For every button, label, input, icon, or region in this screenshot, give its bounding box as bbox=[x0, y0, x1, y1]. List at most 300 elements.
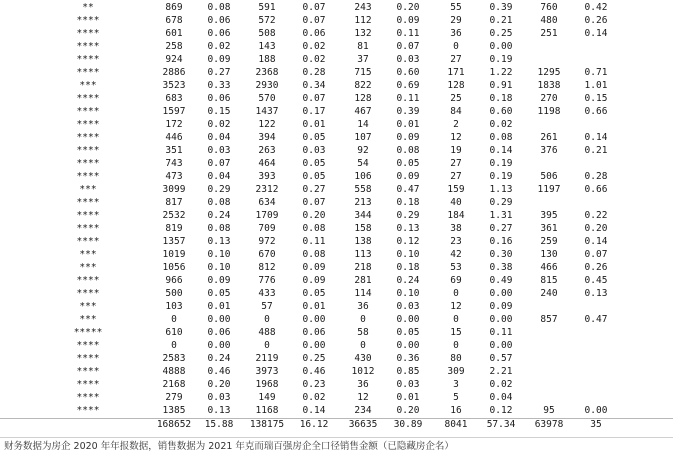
share-cell: 0.00 bbox=[207, 340, 231, 351]
share-cell: 0.10 bbox=[396, 288, 420, 299]
value-cell: 106 bbox=[354, 171, 372, 182]
value-cell: 1012 bbox=[351, 366, 375, 377]
share-cell: 0.26 bbox=[584, 262, 608, 273]
share-cell: 0.28 bbox=[302, 67, 326, 78]
value-cell: 817 bbox=[165, 197, 183, 208]
share-cell: 0.60 bbox=[489, 106, 513, 117]
value-cell: 128 bbox=[354, 93, 372, 104]
value-cell: 433 bbox=[258, 288, 276, 299]
value-cell: 218 bbox=[354, 262, 372, 273]
share-cell: 0.11 bbox=[489, 327, 513, 338]
share-cell: 0.05 bbox=[396, 158, 420, 169]
table-row bbox=[0, 313, 673, 326]
share-cell: 0.29 bbox=[396, 210, 420, 221]
share-cell: 0.00 bbox=[584, 405, 608, 416]
share-cell: 0.20 bbox=[584, 223, 608, 234]
table-row bbox=[0, 66, 673, 79]
value-cell: 558 bbox=[354, 184, 372, 195]
value-cell: 122 bbox=[258, 119, 276, 130]
value-cell: 27 bbox=[450, 171, 462, 182]
value-cell: 84 bbox=[450, 106, 462, 117]
value-cell: 819 bbox=[165, 223, 183, 234]
company-cell: *** bbox=[79, 249, 97, 260]
table-row bbox=[0, 118, 673, 131]
value-cell: 19 bbox=[450, 145, 462, 156]
share-cell: 0.03 bbox=[396, 54, 420, 65]
share-cell: 0.09 bbox=[396, 132, 420, 143]
value-cell: 480 bbox=[540, 15, 558, 26]
value-cell: 69 bbox=[450, 275, 462, 286]
share-cell: 0.19 bbox=[489, 171, 513, 182]
value-cell: 591 bbox=[258, 2, 276, 13]
company-cell: *** bbox=[79, 80, 97, 91]
table-row bbox=[0, 157, 673, 170]
share-cell: 0.42 bbox=[584, 2, 608, 13]
value-cell: 966 bbox=[165, 275, 183, 286]
company-cell: **** bbox=[76, 15, 100, 26]
share-cell: 0.03 bbox=[396, 301, 420, 312]
share-cell: 0.06 bbox=[207, 28, 231, 39]
value-cell: 63978 bbox=[534, 419, 564, 430]
value-cell: 38 bbox=[450, 223, 462, 234]
company-cell: *** bbox=[79, 262, 97, 273]
company-cell: *** bbox=[79, 184, 97, 195]
share-cell: 0.29 bbox=[489, 197, 513, 208]
table-row bbox=[0, 300, 673, 313]
share-cell: 0.06 bbox=[207, 93, 231, 104]
value-cell: 171 bbox=[447, 67, 465, 78]
value-cell: 143 bbox=[258, 41, 276, 52]
share-cell: 0.08 bbox=[396, 145, 420, 156]
table-row bbox=[0, 352, 673, 365]
share-cell: 0.04 bbox=[489, 392, 513, 403]
value-cell: 2119 bbox=[255, 353, 279, 364]
value-cell: 0 bbox=[360, 340, 366, 351]
table-row bbox=[0, 391, 673, 404]
value-cell: 42 bbox=[450, 249, 462, 260]
share-cell: 0.13 bbox=[584, 288, 608, 299]
share-cell: 0.20 bbox=[396, 2, 420, 13]
table-row bbox=[0, 235, 673, 248]
company-cell: **** bbox=[76, 353, 100, 364]
value-cell: 103 bbox=[165, 301, 183, 312]
share-cell: 1.22 bbox=[489, 67, 513, 78]
total-row bbox=[0, 418, 673, 432]
share-cell: 0.11 bbox=[396, 28, 420, 39]
share-cell: 0.26 bbox=[584, 15, 608, 26]
share-cell: 0.11 bbox=[302, 236, 326, 247]
share-cell: 0.16 bbox=[489, 236, 513, 247]
share-cell: 0.00 bbox=[489, 340, 513, 351]
share-cell: 1.01 bbox=[584, 80, 608, 91]
value-cell: 393 bbox=[258, 171, 276, 182]
value-cell: 281 bbox=[354, 275, 372, 286]
value-cell: 14 bbox=[357, 119, 369, 130]
share-cell: 0.11 bbox=[396, 93, 420, 104]
share-cell: 0.09 bbox=[302, 262, 326, 273]
share-cell: 0.05 bbox=[302, 288, 326, 299]
share-cell: 0.23 bbox=[302, 379, 326, 390]
value-cell: 29 bbox=[450, 15, 462, 26]
share-cell: 0.06 bbox=[207, 15, 231, 26]
value-cell: 344 bbox=[354, 210, 372, 221]
value-cell: 2368 bbox=[255, 67, 279, 78]
value-cell: 683 bbox=[165, 93, 183, 104]
value-cell: 243 bbox=[354, 2, 372, 13]
value-cell: 351 bbox=[165, 145, 183, 156]
value-cell: 508 bbox=[258, 28, 276, 39]
share-cell: 15.88 bbox=[204, 419, 234, 430]
company-cell: *** bbox=[79, 314, 97, 325]
company-cell: **** bbox=[76, 210, 100, 221]
share-cell: 0.38 bbox=[489, 262, 513, 273]
table-row bbox=[0, 404, 673, 417]
share-cell: 0.14 bbox=[302, 405, 326, 416]
value-cell: 25 bbox=[450, 93, 462, 104]
table-row bbox=[0, 53, 673, 66]
share-cell: 0.47 bbox=[584, 314, 608, 325]
share-cell: 0.47 bbox=[396, 184, 420, 195]
share-cell: 0.05 bbox=[396, 327, 420, 338]
value-cell: 12 bbox=[357, 392, 369, 403]
share-cell: 0.01 bbox=[302, 119, 326, 130]
value-cell: 16 bbox=[450, 405, 462, 416]
share-cell: 0.05 bbox=[302, 132, 326, 143]
value-cell: 601 bbox=[165, 28, 183, 39]
value-cell: 709 bbox=[258, 223, 276, 234]
share-cell: 0.14 bbox=[584, 132, 608, 143]
company-cell: **** bbox=[76, 197, 100, 208]
value-cell: 506 bbox=[540, 171, 558, 182]
share-cell: 0.36 bbox=[396, 353, 420, 364]
value-cell: 857 bbox=[540, 314, 558, 325]
share-cell: 0.20 bbox=[207, 379, 231, 390]
table-row bbox=[0, 196, 673, 209]
value-cell: 12 bbox=[450, 132, 462, 143]
value-cell: 259 bbox=[540, 236, 558, 247]
share-cell: 0.27 bbox=[489, 223, 513, 234]
value-cell: 132 bbox=[354, 28, 372, 39]
value-cell: 610 bbox=[165, 327, 183, 338]
value-cell: 36635 bbox=[348, 419, 378, 430]
value-cell: 107 bbox=[354, 132, 372, 143]
share-cell: 0.30 bbox=[489, 249, 513, 260]
share-cell: 0.18 bbox=[396, 197, 420, 208]
share-cell: 0.07 bbox=[396, 41, 420, 52]
company-cell: **** bbox=[76, 28, 100, 39]
value-cell: 240 bbox=[540, 288, 558, 299]
value-cell: 678 bbox=[165, 15, 183, 26]
value-cell: 8041 bbox=[444, 419, 468, 430]
table-row bbox=[0, 170, 673, 183]
value-cell: 128 bbox=[447, 80, 465, 91]
value-cell: 0 bbox=[264, 340, 270, 351]
value-cell: 446 bbox=[165, 132, 183, 143]
value-cell: 27 bbox=[450, 158, 462, 169]
share-cell: 0.00 bbox=[396, 340, 420, 351]
share-cell: 0.02 bbox=[302, 41, 326, 52]
share-cell: 0.07 bbox=[302, 2, 326, 13]
company-cell: **** bbox=[76, 158, 100, 169]
value-cell: 0 bbox=[360, 314, 366, 325]
share-cell: 0.08 bbox=[207, 197, 231, 208]
share-cell: 0.14 bbox=[584, 236, 608, 247]
share-cell: 0.08 bbox=[489, 132, 513, 143]
value-cell: 361 bbox=[540, 223, 558, 234]
company-cell: **** bbox=[76, 236, 100, 247]
share-cell: 0.18 bbox=[489, 93, 513, 104]
value-cell: 2886 bbox=[162, 67, 186, 78]
value-cell: 55 bbox=[450, 2, 462, 13]
value-cell: 36 bbox=[357, 379, 369, 390]
company-cell: **** bbox=[76, 132, 100, 143]
share-cell: 0.25 bbox=[489, 28, 513, 39]
table-row bbox=[0, 209, 673, 222]
share-cell: 57.34 bbox=[486, 419, 516, 430]
value-cell: 473 bbox=[165, 171, 183, 182]
value-cell: 130 bbox=[540, 249, 558, 260]
share-cell: 0.24 bbox=[396, 275, 420, 286]
value-cell: 924 bbox=[165, 54, 183, 65]
share-cell: 0.08 bbox=[207, 223, 231, 234]
value-cell: 168652 bbox=[156, 419, 192, 430]
share-cell: 1.31 bbox=[489, 210, 513, 221]
share-cell: 0.05 bbox=[302, 158, 326, 169]
share-cell: 0.02 bbox=[302, 392, 326, 403]
value-cell: 57 bbox=[261, 301, 273, 312]
share-cell: 0.34 bbox=[302, 80, 326, 91]
share-cell: 0.21 bbox=[489, 15, 513, 26]
value-cell: 1198 bbox=[537, 106, 561, 117]
share-cell: 0.01 bbox=[207, 301, 231, 312]
value-cell: 572 bbox=[258, 15, 276, 26]
value-cell: 251 bbox=[540, 28, 558, 39]
value-cell: 0 bbox=[264, 314, 270, 325]
company-cell: **** bbox=[76, 366, 100, 377]
value-cell: 80 bbox=[450, 353, 462, 364]
share-cell: 0.00 bbox=[207, 314, 231, 325]
table-row bbox=[0, 183, 673, 196]
share-cell: 0.01 bbox=[396, 392, 420, 403]
value-cell: 37 bbox=[357, 54, 369, 65]
value-cell: 113 bbox=[354, 249, 372, 260]
company-cell: **** bbox=[76, 106, 100, 117]
value-cell: 1968 bbox=[255, 379, 279, 390]
table-row bbox=[0, 365, 673, 378]
share-cell: 0.13 bbox=[396, 223, 420, 234]
value-cell: 279 bbox=[165, 392, 183, 403]
share-cell: 0.05 bbox=[207, 288, 231, 299]
company-cell: **** bbox=[76, 41, 100, 52]
share-cell: 0.09 bbox=[302, 275, 326, 286]
company-cell: **** bbox=[76, 288, 100, 299]
value-cell: 0 bbox=[453, 41, 459, 52]
value-cell: 261 bbox=[540, 132, 558, 143]
value-cell: 5 bbox=[453, 392, 459, 403]
share-cell: 0.03 bbox=[207, 145, 231, 156]
share-cell: 0.20 bbox=[302, 210, 326, 221]
value-cell: 1437 bbox=[255, 106, 279, 117]
company-cell: **** bbox=[76, 405, 100, 416]
share-cell: 2.21 bbox=[489, 366, 513, 377]
value-cell: 760 bbox=[540, 2, 558, 13]
value-cell: 15 bbox=[450, 327, 462, 338]
share-cell: 0.25 bbox=[302, 353, 326, 364]
share-cell: 0.12 bbox=[396, 236, 420, 247]
share-cell: 0.00 bbox=[489, 314, 513, 325]
company-cell: ** bbox=[82, 2, 94, 13]
share-cell: 0.49 bbox=[489, 275, 513, 286]
table-row bbox=[0, 248, 673, 261]
value-cell: 263 bbox=[258, 145, 276, 156]
share-cell: 0.06 bbox=[302, 28, 326, 39]
share-cell: 0.19 bbox=[489, 54, 513, 65]
value-cell: 1168 bbox=[255, 405, 279, 416]
value-cell: 188 bbox=[258, 54, 276, 65]
company-cell: **** bbox=[76, 340, 100, 351]
value-cell: 395 bbox=[540, 210, 558, 221]
share-cell: 0.10 bbox=[207, 249, 231, 260]
footnote: 财务数据为房企 2020 年年报数据，销售数据为 2021 年克而瑞百强房企全口径销售金额（已隐藏房企名） bbox=[4, 441, 454, 452]
share-cell: 0.00 bbox=[489, 41, 513, 52]
value-cell: 500 bbox=[165, 288, 183, 299]
share-cell: 0.28 bbox=[584, 171, 608, 182]
value-cell: 258 bbox=[165, 41, 183, 52]
value-cell: 184 bbox=[447, 210, 465, 221]
share-cell: 0.00 bbox=[302, 340, 326, 351]
company-cell: **** bbox=[76, 119, 100, 130]
share-cell: 0.15 bbox=[584, 93, 608, 104]
value-cell: 869 bbox=[165, 2, 183, 13]
share-cell: 0.09 bbox=[489, 301, 513, 312]
share-cell: 0.12 bbox=[489, 405, 513, 416]
value-cell: 0 bbox=[453, 288, 459, 299]
value-cell: 213 bbox=[354, 197, 372, 208]
share-cell: 0.24 bbox=[207, 353, 231, 364]
value-cell: 464 bbox=[258, 158, 276, 169]
table-row bbox=[0, 144, 673, 157]
value-cell: 234 bbox=[354, 405, 372, 416]
table-row bbox=[0, 261, 673, 274]
value-cell: 2583 bbox=[162, 353, 186, 364]
table-row bbox=[0, 339, 673, 352]
share-cell: 0.27 bbox=[207, 67, 231, 78]
table-row bbox=[0, 14, 673, 27]
share-cell: 0.17 bbox=[302, 106, 326, 117]
value-cell: 309 bbox=[447, 366, 465, 377]
value-cell: 2168 bbox=[162, 379, 186, 390]
share-cell: 0.08 bbox=[302, 249, 326, 260]
share-cell: 0.13 bbox=[207, 236, 231, 247]
company-cell: ***** bbox=[73, 327, 103, 338]
table-row bbox=[0, 92, 673, 105]
share-cell: 0.19 bbox=[489, 158, 513, 169]
value-cell: 3523 bbox=[162, 80, 186, 91]
share-cell: 0.66 bbox=[584, 184, 608, 195]
value-cell: 1385 bbox=[162, 405, 186, 416]
value-cell: 27 bbox=[450, 54, 462, 65]
share-cell: 0.46 bbox=[207, 366, 231, 377]
share-cell: 0.09 bbox=[207, 275, 231, 286]
table-row bbox=[0, 40, 673, 53]
share-cell: 0.57 bbox=[489, 353, 513, 364]
value-cell: 40 bbox=[450, 197, 462, 208]
share-cell: 0.13 bbox=[207, 405, 231, 416]
share-cell: 0.09 bbox=[396, 15, 420, 26]
value-cell: 3099 bbox=[162, 184, 186, 195]
value-cell: 394 bbox=[258, 132, 276, 143]
value-cell: 467 bbox=[354, 106, 372, 117]
share-cell: 0.66 bbox=[584, 106, 608, 117]
share-cell: 0.02 bbox=[489, 379, 513, 390]
share-cell: 0.06 bbox=[302, 327, 326, 338]
value-cell: 0 bbox=[453, 314, 459, 325]
share-cell: 0.07 bbox=[302, 93, 326, 104]
table-row bbox=[0, 222, 673, 235]
value-cell: 670 bbox=[258, 249, 276, 260]
share-cell: 0.04 bbox=[207, 171, 231, 182]
table-row bbox=[0, 287, 673, 300]
value-cell: 1357 bbox=[162, 236, 186, 247]
share-cell: 0.02 bbox=[207, 119, 231, 130]
share-cell: 0.07 bbox=[302, 197, 326, 208]
value-cell: 743 bbox=[165, 158, 183, 169]
value-cell: 53 bbox=[450, 262, 462, 273]
share-cell: 0.60 bbox=[396, 67, 420, 78]
share-cell: 0.27 bbox=[302, 184, 326, 195]
footnote-divider bbox=[0, 437, 673, 438]
value-cell: 488 bbox=[258, 327, 276, 338]
share-cell: 0.15 bbox=[207, 106, 231, 117]
company-cell: *** bbox=[79, 301, 97, 312]
share-cell: 0.46 bbox=[302, 366, 326, 377]
value-cell: 23 bbox=[450, 236, 462, 247]
company-cell: **** bbox=[76, 275, 100, 286]
company-cell: **** bbox=[76, 392, 100, 403]
value-cell: 54 bbox=[357, 158, 369, 169]
share-cell: 0.14 bbox=[584, 28, 608, 39]
value-cell: 3 bbox=[453, 379, 459, 390]
company-cell: **** bbox=[76, 171, 100, 182]
value-cell: 0 bbox=[453, 340, 459, 351]
value-cell: 92 bbox=[357, 145, 369, 156]
share-cell: 0.71 bbox=[584, 67, 608, 78]
share-cell: 0.33 bbox=[207, 80, 231, 91]
share-cell: 0.02 bbox=[302, 54, 326, 65]
share-cell: 0.45 bbox=[584, 275, 608, 286]
company-cell: **** bbox=[76, 54, 100, 65]
value-cell: 430 bbox=[354, 353, 372, 364]
share-cell: 0.01 bbox=[396, 119, 420, 130]
table-row bbox=[0, 326, 673, 339]
share-cell: 0.03 bbox=[207, 392, 231, 403]
table-row bbox=[0, 27, 673, 40]
value-cell: 466 bbox=[540, 262, 558, 273]
value-cell: 2312 bbox=[255, 184, 279, 195]
share-cell: 0.69 bbox=[396, 80, 420, 91]
share-cell: 0.00 bbox=[489, 288, 513, 299]
share-cell: 0.10 bbox=[396, 249, 420, 260]
value-cell: 36 bbox=[450, 28, 462, 39]
share-cell: 0.08 bbox=[207, 2, 231, 13]
value-cell: 95 bbox=[543, 405, 555, 416]
value-cell: 114 bbox=[354, 288, 372, 299]
value-cell: 138175 bbox=[249, 419, 285, 430]
value-cell: 634 bbox=[258, 197, 276, 208]
value-cell: 1019 bbox=[162, 249, 186, 260]
share-cell: 0.24 bbox=[207, 210, 231, 221]
value-cell: 138 bbox=[354, 236, 372, 247]
